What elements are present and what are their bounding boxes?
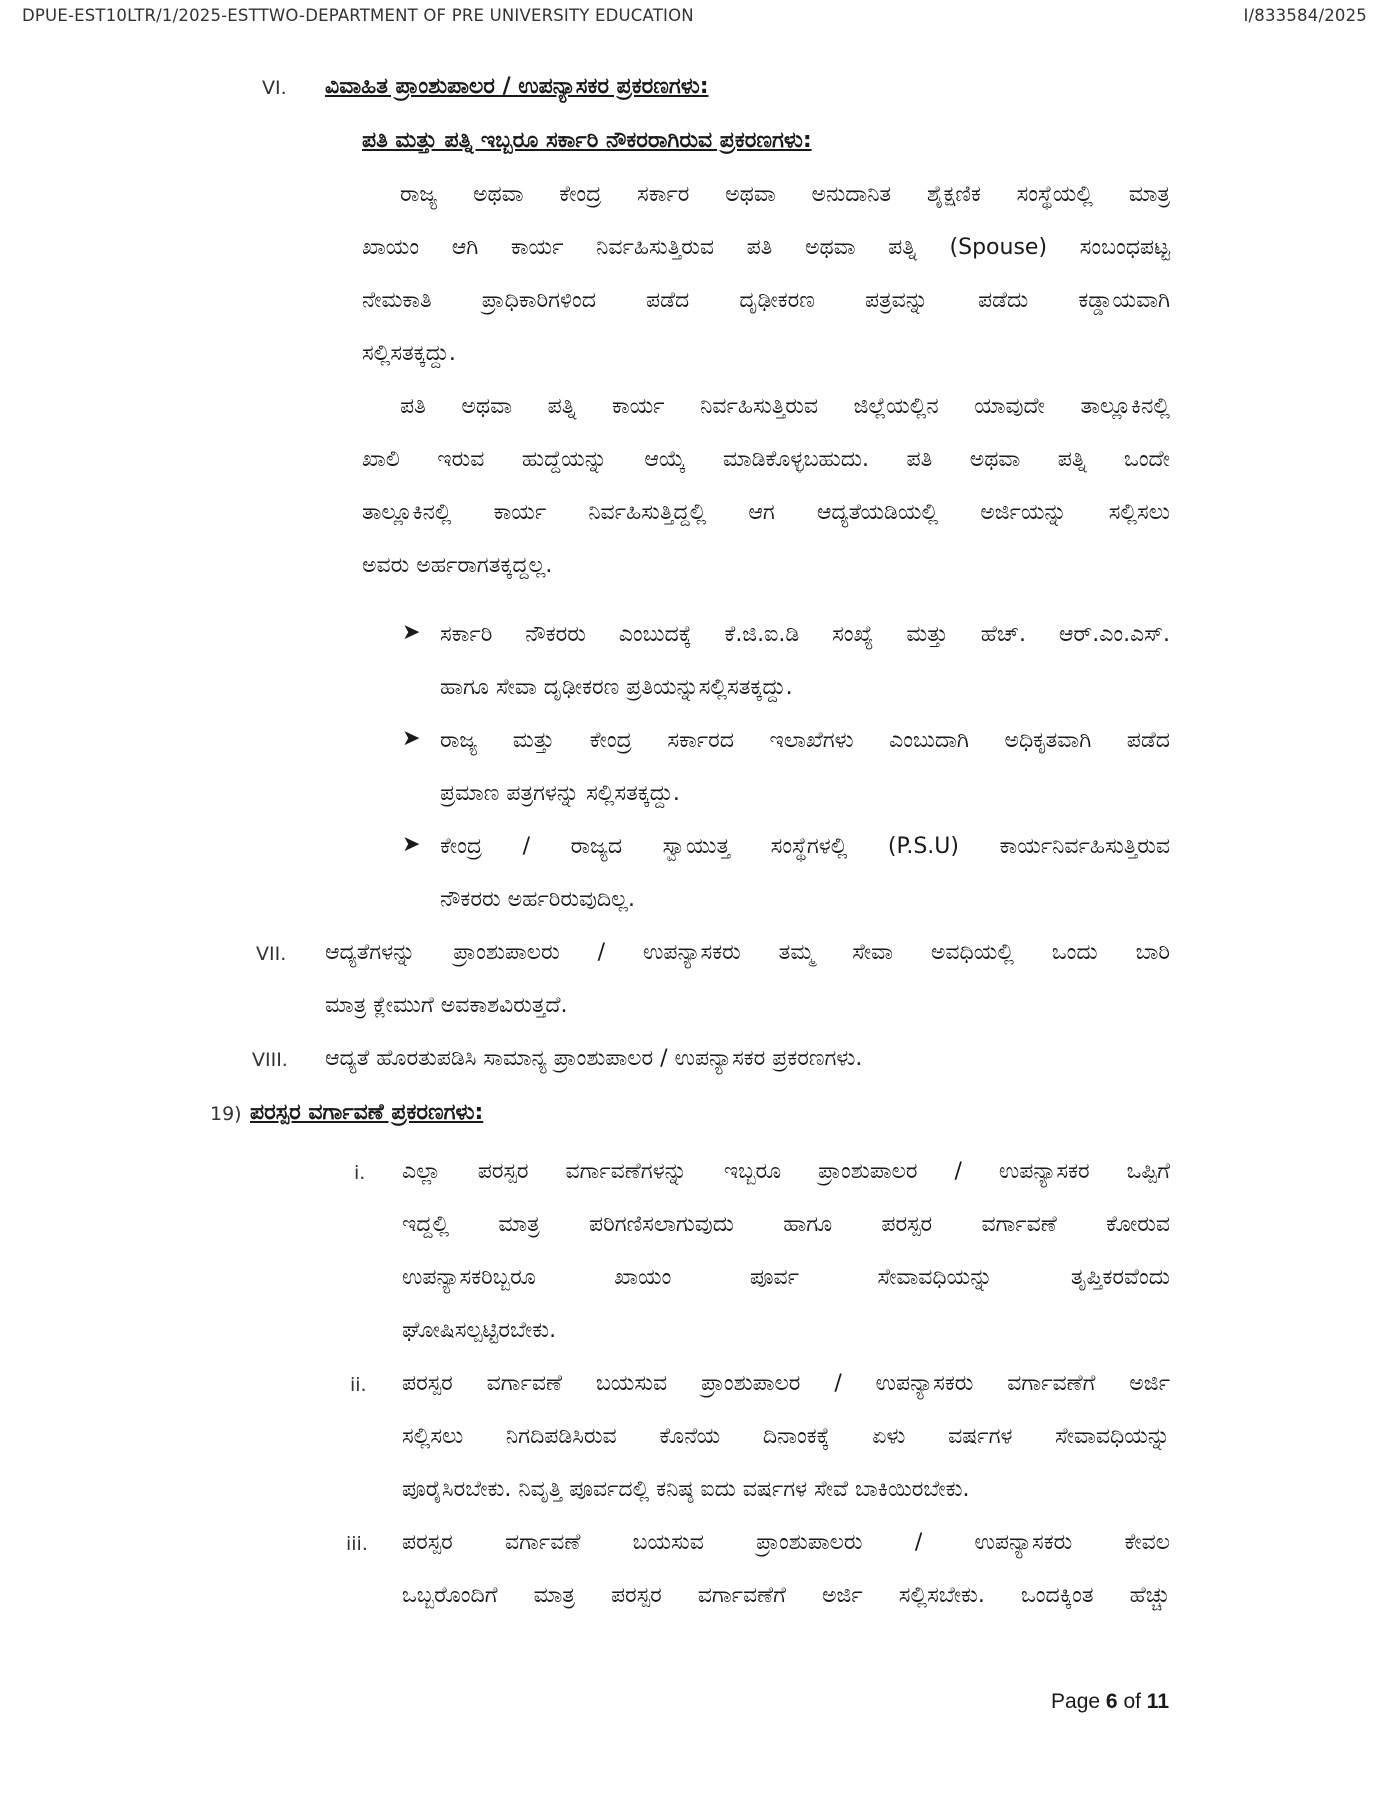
item-i-line: ಇದ್ದಲ್ಲಿ ಮಾತ್ರ ಪರಿಗಣಿಸಲಾಗುವುದು ಹಾಗೂ ಪರಸ್ಪರ ವರ್ಗಾವಣೆ ಕೋರುವ [402,1212,1170,1237]
section-vi-heading: ವಿವಾಹಿತ ಪ್ರಾಂಶುಪಾಲರ / ಉಪನ್ಯಾಸಕರ ಪ್ರಕರಣಗಳು: [325,74,709,99]
para2-line: ಅವರು ಅರ್ಹರಾಗತಕ್ಕದ್ದಲ್ಲ. [362,553,553,578]
para2-line: ಪತಿ ಅಥವಾ ಪತ್ನಿ ಕಾರ್ಯ ನಿರ್ವಹಿಸುತ್ತಿರುವ ಜಿಲ್ಲೆಯಲ್ಲಿನ ಯಾವುದೇ ತಾಲ್ಲೂಕಿನಲ್ಲಿ [400,394,1170,419]
section-viii-numeral: VIII. [252,1049,288,1071]
item-ii-line: ಪರಸ್ಪರ ವರ್ಗಾವಣೆ ಬಯಸುವ ಪ್ರಾಂಶುಪಾಲರ / ಉಪನ್ಯಾಸಕರು ವರ್ಗಾವಣೆಗೆ ಅರ್ಜಿ [402,1371,1170,1396]
document-header-number: I/833584/2025 [1243,6,1367,25]
section-vi-numeral: VI. [262,77,287,99]
item-i-numeral: i. [354,1162,366,1184]
item-ii-line: ಸಲ್ಲಿಸಲು ನಿಗದಿಪಡಿಸಿರುವ ಕೊನೆಯ ದಿನಾಂಕಕ್ಕೆ ಏಳು ವರ್ಷಗಳ ಸೇವಾವಧಿಯನ್ನು [402,1424,1170,1449]
item-i-line: ಘೋಷಿಸಲ್ಪಟ್ಟಿರಬೇಕು. [402,1318,557,1343]
para1-line: ಖಾಯಂ ಆಗಿ ಕಾರ್ಯ ನಿರ್ವಹಿಸುತ್ತಿರುವ ಪತಿ ಅಥವಾ ಪತ್ನಿ (Spouse) ಸಂಬಂಧಪಟ್ಟ [362,235,1170,260]
section-19-heading: ಪರಸ್ಪರ ವರ್ಗಾವಣೆ ಪ್ರಕರಣಗಳು: [250,1100,484,1125]
section-vii-line: ಮಾತ್ರ ಕ್ಲೇಮುಗೆ ಅವಕಾಶವಿರುತ್ತದೆ. [325,993,568,1018]
page-number [1051,1690,1169,1714]
item-iii-line: ಪರಸ್ಪರ ವರ್ಗಾವಣೆ ಬಯಸುವ ಪ್ರಾಂಶುಪಾಲರು / ಉಪನ್ಯಾಸಕರು ಕೇವಲ [402,1530,1170,1555]
bullet-line: ಹಾಗೂ ಸೇವಾ ದೃಢೀಕರಣ ಪ್ರತಿಯನ್ನುಸಲ್ಲಿಸತಕ್ಕದ್ದು. [440,675,793,700]
page-total: 11 [1146,1690,1169,1713]
arrow-bullet-icon: ➤ [402,726,421,751]
para1-line: ಸಲ್ಲಿಸತಕ್ಕದ್ದು. [362,341,456,366]
item-ii-numeral: ii. [350,1374,367,1396]
para1-line: ರಾಜ್ಯ ಅಥವಾ ಕೇಂದ್ರ ಸರ್ಕಾರ ಅಥವಾ ಅನುದಾನಿತ ಶೈಕ್ಷಣಿಕ ಸಂಸ್ಥೆಯಲ್ಲಿ ಮಾತ್ರ [400,182,1170,207]
item-i-line: ಉಪನ್ಯಾಸಕರಿಬ್ಬರೂ ಖಾಯಂ ಪೂರ್ವ ಸೇವಾವಧಿಯನ್ನು ತೃಪ್ತಿಕರವೆಂದು [402,1265,1170,1290]
bullet-line: ರಾಜ್ಯ ಮತ್ತು ಕೇಂದ್ರ ಸರ್ಕಾರದ ಇಲಾಖೆಗಳು ಎಂಬುದಾಗಿ ಅಧಿಕೃತವಾಗಿ ಪಡೆದ [440,728,1170,753]
bullet-line: ನೌಕರರು ಅರ್ಹರಿರುವುದಿಲ್ಲ. [440,887,635,912]
arrow-bullet-icon: ➤ [402,620,421,645]
para1-line: ನೇಮಕಾತಿ ಪ್ರಾಧಿಕಾರಿಗಳಿಂದ ಪಡೆದ ದೃಢೀಕರಣ ಪತ್ರವನ್ನು ಪಡೆದು ಕಡ್ಡಾಯವಾಗಿ [362,288,1170,313]
para2-line: ತಾಲ್ಲೂಕಿನಲ್ಲಿ ಕಾರ್ಯ ನಿರ್ವಹಿಸುತ್ತಿದ್ದಲ್ಲಿ ಆಗ ಆದ್ಯತೆಯಡಿಯಲ್ಲಿ ಅರ್ಜಿಯನ್ನು ಸಲ್ಲಿಸಲು [362,500,1170,525]
item-iii-line: ಒಬ್ಬರೊಂದಿಗೆ ಮಾತ್ರ ಪರಸ್ಪರ ವರ್ಗಾವಣೆಗೆ ಅರ್ಜಿ ಸಲ್ಲಿಸಬೇಕು. ಒಂದಕ್ಕಿಂತ ಹೆಚ್ಚು [402,1583,1170,1608]
section-viii-line: ಆದ್ಯತೆ ಹೊರತುಪಡಿಸಿ ಸಾಮಾನ್ಯ ಪ್ರಾಂಶುಪಾಲರ / ಉಪನ್ಯಾಸಕರ ಪ್ರಕರಣಗಳು. [325,1046,863,1071]
bullet-line: ಪ್ರಮಾಣ ಪತ್ರಗಳನ್ನು ಸಲ್ಲಿಸತಕ್ಕದ್ದು. [440,781,680,806]
page-of: of [1123,1690,1141,1713]
section-19-number: 19) [210,1103,242,1125]
item-iii-numeral: iii. [346,1533,368,1555]
section-vi-subheading: ಪತಿ ಮತ್ತು ಪತ್ನಿ ಇಬ್ಬರೂ ಸರ್ಕಾರಿ ನೌಕರರಾಗಿರುವ ಪ್ರಕರಣಗಳು: [362,128,812,153]
page-current: 6 [1105,1690,1118,1713]
page-label: Page [1051,1690,1101,1713]
document-header-reference: DPUE-EST10LTR/1/2025-ESTTWO-DEPARTMENT OF PRE UNIVERSITY EDUCATION [22,6,694,25]
para2-line: ಖಾಲಿ ಇರುವ ಹುದ್ದೆಯನ್ನು ಆಯ್ಕೆ ಮಾಡಿಕೊಳ್ಳಬಹುದು. ಪತಿ ಅಥವಾ ಪತ್ನಿ ಒಂದೇ [362,447,1170,472]
section-vii-numeral: VII. [256,943,287,965]
bullet-line: ಕೇಂದ್ರ / ರಾಜ್ಯದ ಸ್ವಾಯುತ್ತ ಸಂಸ್ಥೆಗಳಲ್ಲಿ (P.S.U) ಕಾರ್ಯನಿರ್ವಹಿಸುತ್ತಿರುವ [440,834,1170,859]
section-vii-line: ಆದ್ಯತೆಗಳನ್ನು ಪ್ರಾಂಶುಪಾಲರು / ಉಪನ್ಯಾಸಕರು ತಮ್ಮ ಸೇವಾ ಅವಧಿಯಲ್ಲಿ ಒಂದು ಬಾರಿ [325,940,1170,965]
arrow-bullet-icon: ➤ [402,832,421,857]
item-ii-line: ಪೂರೈಸಿರಬೇಕು. ನಿವೃತ್ತಿ ಪೂರ್ವದಲ್ಲಿ ಕನಿಷ್ಠ ಐದು ವರ್ಷಗಳ ಸೇವೆ ಬಾಕಿಯಿರಬೇಕು. [402,1477,970,1502]
bullet-line: ಸರ್ಕಾರಿ ನೌಕರರು ಎಂಬುದಕ್ಕೆ ಕೆ.ಜಿ.ಐ.ಡಿ ಸಂಖ್ಯೆ ಮತ್ತು ಹೆಚ್. ಆರ್.ಎಂ.ಎಸ್. [440,622,1170,647]
item-i-line: ಎಲ್ಲಾ ಪರಸ್ಪರ ವರ್ಗಾವಣೆಗಳನ್ನು ಇಬ್ಬರೂ ಪ್ರಾಂಶುಪಾಲರ / ಉಪನ್ಯಾಸಕರ ಒಪ್ಪಿಗೆ [402,1159,1170,1184]
